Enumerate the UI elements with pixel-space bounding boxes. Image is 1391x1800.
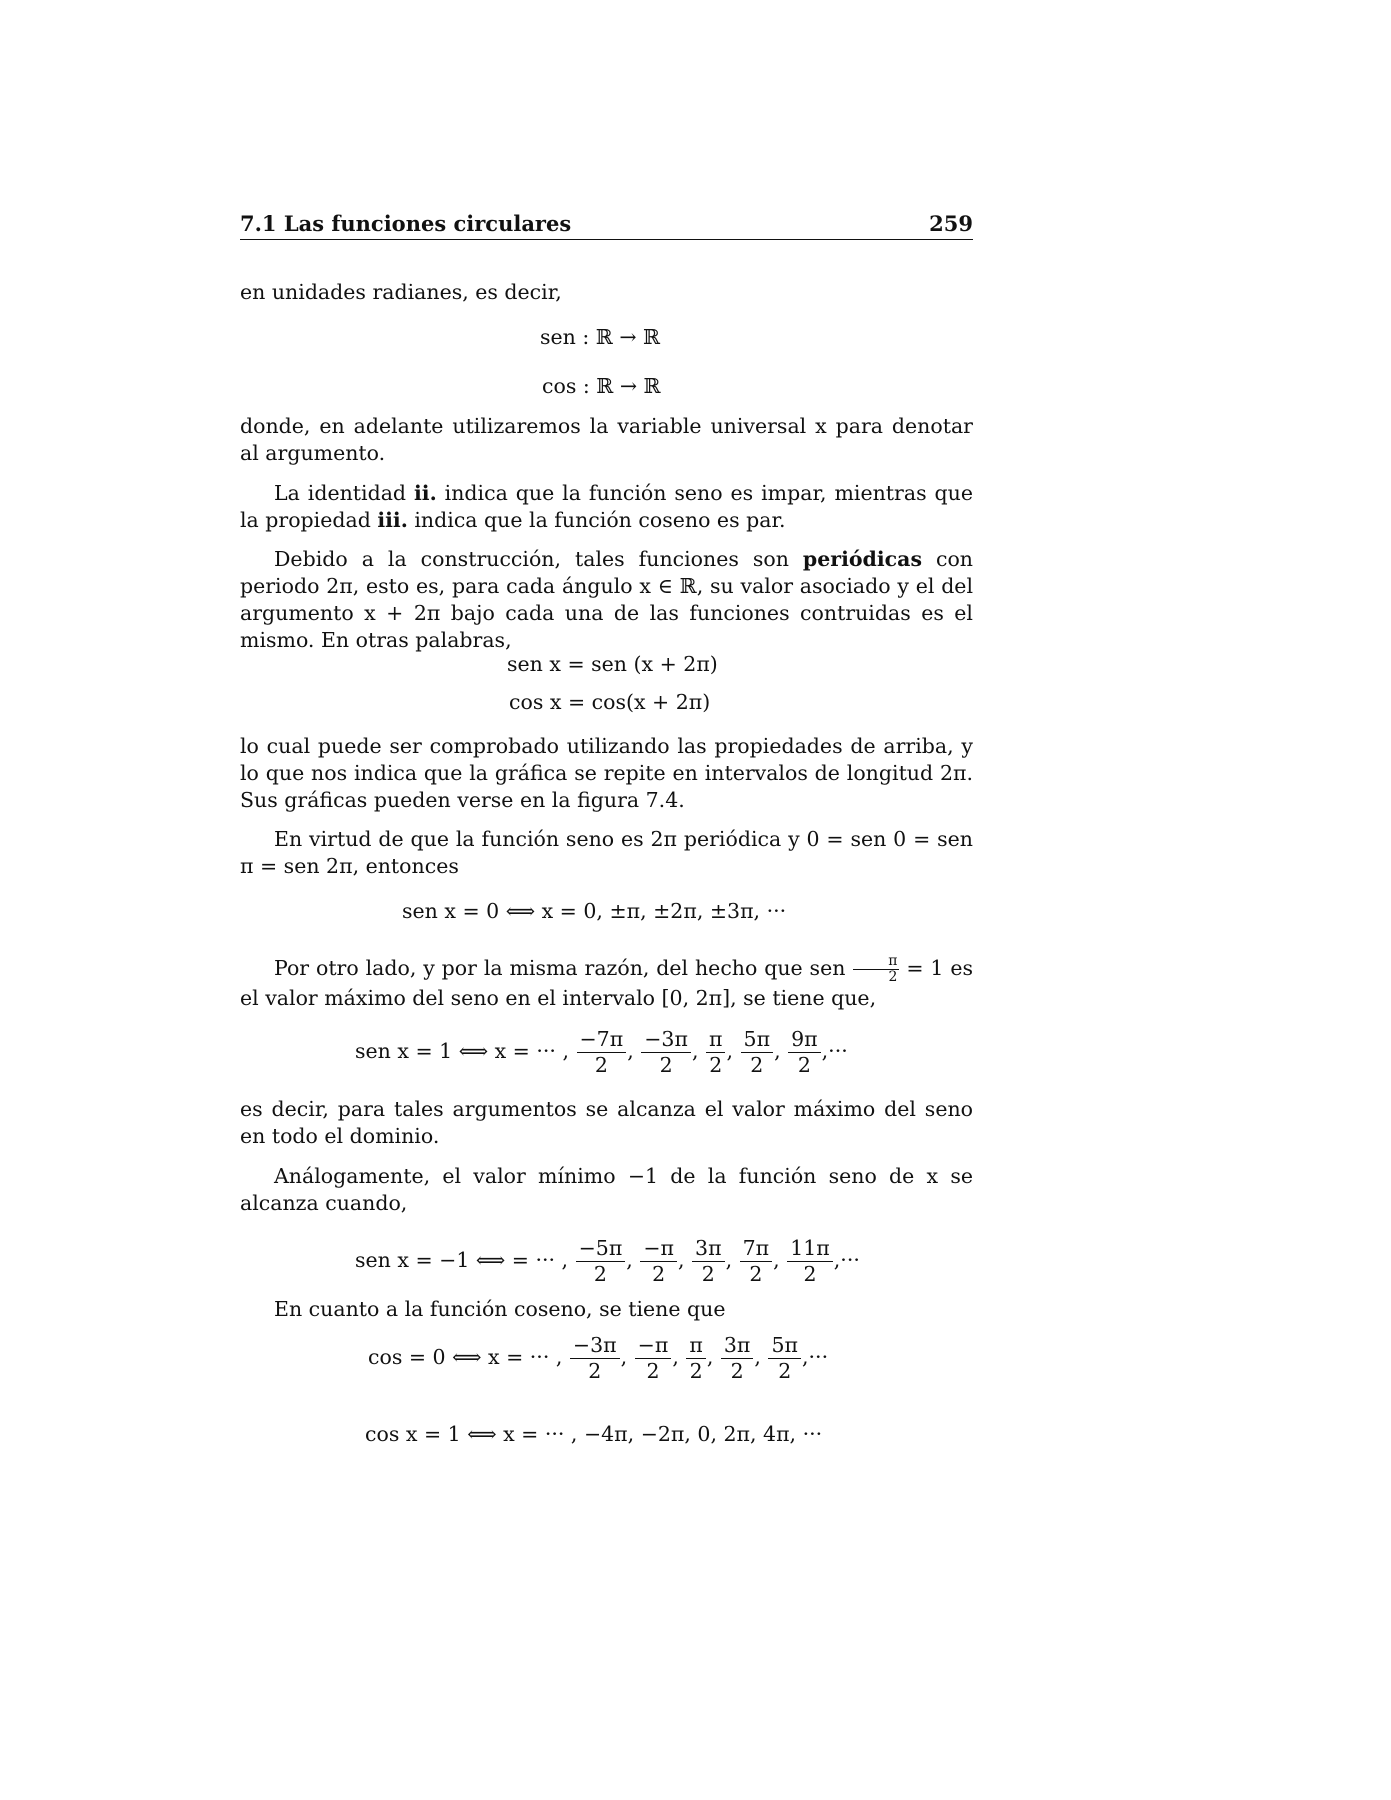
equation-sen-map: sen : ℝ → ℝ — [540, 325, 661, 349]
fraction: $\frac{\pi}{2}$ — [686, 1333, 705, 1384]
equation-cos-one: cos x = 1 ⟺ x = ··· , −4π, −2π, 0, 2π, 4π, ··· — [365, 1422, 823, 1446]
equation-sen-one: sen x = 1 ⟺ x = ··· , $\frac{-7\pi}{2}$ , $\frac{-3\pi}{2}$ , $\frac{\pi}{2}$ , $\frac{5\pi}{2}$ , $\frac{9\pi}{2}$ ,··· — [355, 1027, 848, 1077]
fraction: $\frac{-5\pi}{2}$ — [576, 1236, 626, 1287]
fraction: $\frac{5\pi}{2}$ — [768, 1333, 801, 1384]
fraction: $\frac{11\pi}{2}$ — [787, 1236, 833, 1287]
equation-sen-period: sen x = sen (x + 2π) — [507, 652, 718, 676]
paragraph-sen-max: Por otro lado, y por la misma razón, del hecho que sen $\frac{\pi}{2}$ = 1 es el valor máximo del seno en el intervalo [0, 2π], se tiene que, — [240, 953, 974, 1010]
fraction: $\frac{-3\pi}{2}$ — [570, 1333, 620, 1384]
fraction: $\frac{\pi}{2}$ — [706, 1027, 725, 1078]
equation-sen-zero: sen x = 0 ⟺ x = 0, ±π, ±2π, ±3π, ··· — [402, 899, 787, 923]
fraction-pi-over-2: $\frac{\pi}{2}$ — [853, 954, 898, 985]
paragraph-periodic: Debido a la construcción, tales funciones son periódicas con periodo 2π, esto es, para cada ángulo x ∈ ℝ, su valor asociado y el del argumento x + 2π bajo cada una de las funciones contruidas es el mismo. En otras palabras, — [240, 547, 974, 652]
bold-iii: iii. — [377, 508, 408, 532]
paragraph-sen-min: Análogamente, el valor mínimo −1 de la función seno de x se alcanza cuando, — [240, 1164, 973, 1215]
paragraph-max-domain: es decir, para tales argumentos se alcanza el valor máximo del seno en todo el dominio. — [240, 1097, 973, 1148]
fraction: $\frac{-\pi}{2}$ — [640, 1236, 677, 1287]
paragraph-sen-periodic: En virtud de que la función seno es 2π periódica y 0 = sen 0 = sen π = sen 2π, entonces — [240, 827, 973, 878]
section-title: 7.1 Las funciones circulares — [240, 211, 572, 236]
bold-periodicas: periódicas — [802, 547, 922, 571]
fraction: $\frac{9\pi}{2}$ — [788, 1027, 821, 1078]
fraction: $\frac{-7\pi}{2}$ — [577, 1027, 627, 1078]
fraction: $\frac{5\pi}{2}$ — [741, 1027, 774, 1078]
paragraph-variable: donde, en adelante utilizaremos la variable universal x para denotar al argumento. — [240, 414, 973, 465]
bold-ii: ii. — [414, 481, 437, 505]
equation-sen-minus-one: sen x = −1 ⟺ = ··· , $\frac{-5\pi}{2}$ , $\frac{-\pi}{2}$ , $\frac{3\pi}{2}$ , $\frac{7\pi}{2}$ , $\frac{11\pi}{2}$ ,··· — [355, 1236, 860, 1286]
fraction: $\frac{3\pi}{2}$ — [721, 1333, 754, 1384]
paragraph-graph: lo cual puede ser comprobado utilizando las propiedades de arriba, y lo que nos indica que la gráfica se repite en intervalos de longitud 2π. Sus gráficas pueden verse en la figura 7.4. — [240, 734, 973, 812]
equation-cos-map: cos : ℝ → ℝ — [542, 374, 661, 398]
fraction: $\frac{-\pi}{2}$ — [635, 1333, 672, 1384]
fraction: $\frac{7\pi}{2}$ — [740, 1236, 773, 1287]
equation-cos-zero: cos = 0 ⟺ x = ··· , $\frac{-3\pi}{2}$ , $\frac{-\pi}{2}$ , $\frac{\pi}{2}$ , $\frac{3\pi}{2}$ , $\frac{5\pi}{2}$ ,··· — [368, 1333, 829, 1383]
paragraph-identity: La identidad ii. indica que la función seno es impar, mientras que la propiedad iii. indica que la función coseno es par. — [240, 481, 973, 532]
paragraph-intro: en unidades radianes, es decir, — [240, 280, 562, 304]
fraction: $\frac{-3\pi}{2}$ — [641, 1027, 691, 1078]
running-header — [240, 209, 973, 240]
fraction: $\frac{3\pi}{2}$ — [692, 1236, 725, 1287]
page-number: 259 — [929, 211, 973, 236]
equation-cos-period: cos x = cos(x + 2π) — [509, 690, 711, 714]
paragraph-cos-intro: En cuanto a la función coseno, se tiene que — [274, 1297, 726, 1321]
